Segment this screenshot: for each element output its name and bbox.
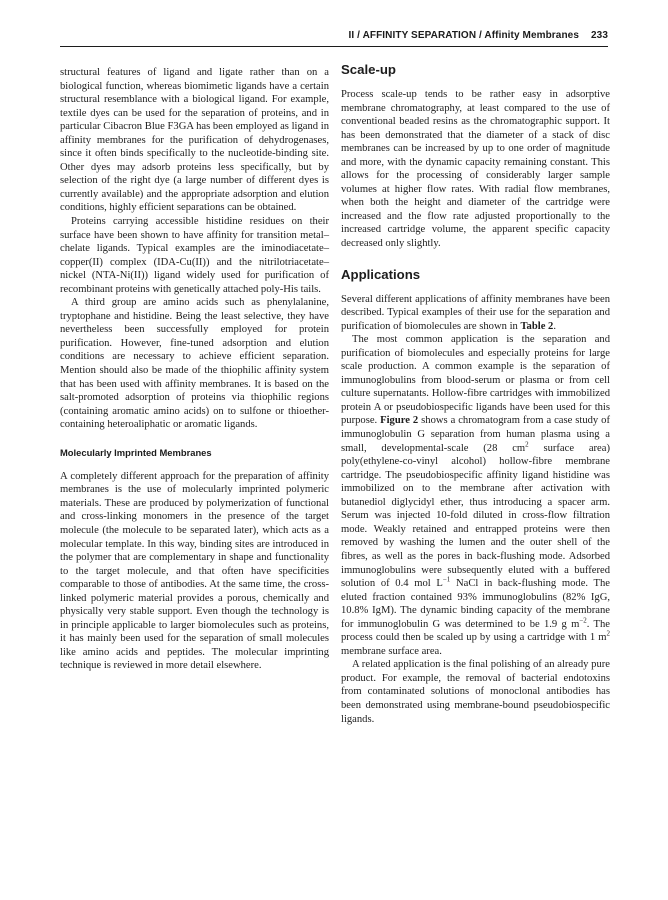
left-column xyxy=(60,66,329,673)
paragraph-applications-intro: Several different applications of affinity membranes have been described. Typical examples of their use for the separation and purification of biomolecules are shown in Table 2. xyxy=(341,293,610,332)
heading-scale-up: Scale-up xyxy=(341,62,396,77)
header-title: II / AFFINITY SEPARATION / Affinity Membranes xyxy=(348,30,579,41)
header-rule xyxy=(60,46,608,47)
page-number: 233 xyxy=(591,30,608,41)
figure-2-reference[interactable]: Figure 2 xyxy=(380,415,419,427)
paragraph-immunoglobulin-case-study: The most common application is the separation and purification of biomolecules and especially proteins for large scale production. A common example is the separation of immunoglobulins from blood-serum or plasma or from cell culture supernatants. Hollow-fibre cartridges with immobilized protein A or pseudobiospecific ligands have been used for this purpose. Figure 2 shows a chromatogram from a case study of immunoglobulin G separation from human plasma using a small, developmental-scale (28 $cm^2$ surface area) poly(ethylene-co-vinyl alcohol) hollow-fibre membrane cartridge. The pseudobiospecific affinity ligand histidine was immobilized on to the membrane after activation with butanediol diglycidyl ether, thus introducing a spacer arm. Serum was injected 10-fold diluted in cross-flow filtration mode. Weakly retained and entrapped proteins were then removed by washing the lumen and the outer shell of the fibres, as well as the pores in back-flushing mode. Adsorbed immunoglobulins were subsequently eluted with a buffered solution of 0.4 mol $L^{-1}$ NaCl in back-flushing mode. The eluted fraction contained 93% immunoglobulins (82% IgG, 10.8% IgM). The dynamic binding capacity of the membrane for immunoglobulin G was determined to be 1.9 g $m^{-2}$. The process could then be scaled up by using a cartridge with 1 $m^2$ membrane surface area. xyxy=(341,334,610,657)
subheading-molecularly-imprinted: Molecularly Imprinted Membranes xyxy=(60,446,212,458)
table-2-reference[interactable]: Table 2 xyxy=(520,320,554,332)
paragraph-imprinted-membranes: A completely different approach for the preparation of affinity membranes is the use of molecularly imprinted polymeric materials. These are produced by polymerization of functional and cross-linking monomers in the presence of the target molecule (the molecule to be separated later), which acts as a molecular template. In this way, binding sites are introduced in the polymer that are complementary in shape and functionality to the target molecule, and that often have specificities comparable to those of antibodies. At the same time, the cross-linked polymeric material provides a porous, chemically and physically very stable support. Even though the technology is in principle applicable to larger biomolecules such as proteins, it has mainly been used for the separation of small molecules like amino acids and peptides. The molecular imprinting technique is reviewed in more detail elsewhere. xyxy=(60,470,329,672)
paragraph-amino-acids: A third group are amino acids such as phenylalanine, tryptophane and histidine. Being the least selective, they have nevertheless been successfully employed for protein purification. However, fine-tuned adsorption and elution conditions are necessary to achieve efficient separation. Mention should also be made of the thiophilic affinity system that has been used with affinity membranes. It is based on the salt-promoted adsorption of proteins via thiophilic regions (containing aromatic amino acids) on to sulfone or thioether-containing heteroaliphatic or aromatic ligands. xyxy=(60,297,329,431)
running-header xyxy=(60,30,608,41)
heading-applications: Applications xyxy=(341,266,421,282)
paragraph-histidine: Proteins carrying accessible histidine residues on their surface have been shown to have affinity for transition metal–chelate ligands. Typical examples are the iminodiacetate–copper(II) complex (IDA-Cu(II)) and the nitrilotriacetate–nickel (NTA-Ni(II)) ligand widely used for purification of recombinant proteins with genetically attached poly-His tails. xyxy=(60,216,329,295)
paragraph-final-polishing: A related application is the final polishing of an already pure product. For example, the removal of bacterial endotoxins from contaminated solutions of monoclonal antibodies has been demonstrated using membrane-bound pseudobiospecific ligands. xyxy=(341,659,610,725)
paragraph-ligand-types: structural features of ligand and ligate rather than on a biological function, whereas biomimetic ligands have a certain structural resemblance with a biological ligand. For example, textile dyes can be used for the separation of proteins, and in particular Cibacron Blue F3GA has been employed as ligand in affinity membranes for the purification of dehydrogenases, since it often binds specifically to the nucleotide-binding site. Other dyes may adsorb proteins less specifically, but by selection of the right dye (a large number of different dyes is currently available) and the appropriate adsorption and elution conditions, highly efficient separations can be obtained. xyxy=(60,67,329,214)
right-column xyxy=(341,62,610,726)
paragraph-scale-up: Process scale-up tends to be rather easy in adsorptive membrane chromatography, at least compared to the use of conventional beaded resins as the chromatographic support. It has been demonstrated that the diameter of a stack of disc membranes can be increased by up to one order of magnitude and more, with the dynamic capacity remaining constant. This allows for the processing of considerably larger sample volumes at higher flow rates. With radial flow membranes, when both the height and diameter of the cartridge were increased and the flow rate adjusted proportionally to the increased cartridge volume, the apparent specific capacity decreased only slightly. xyxy=(341,89,610,250)
